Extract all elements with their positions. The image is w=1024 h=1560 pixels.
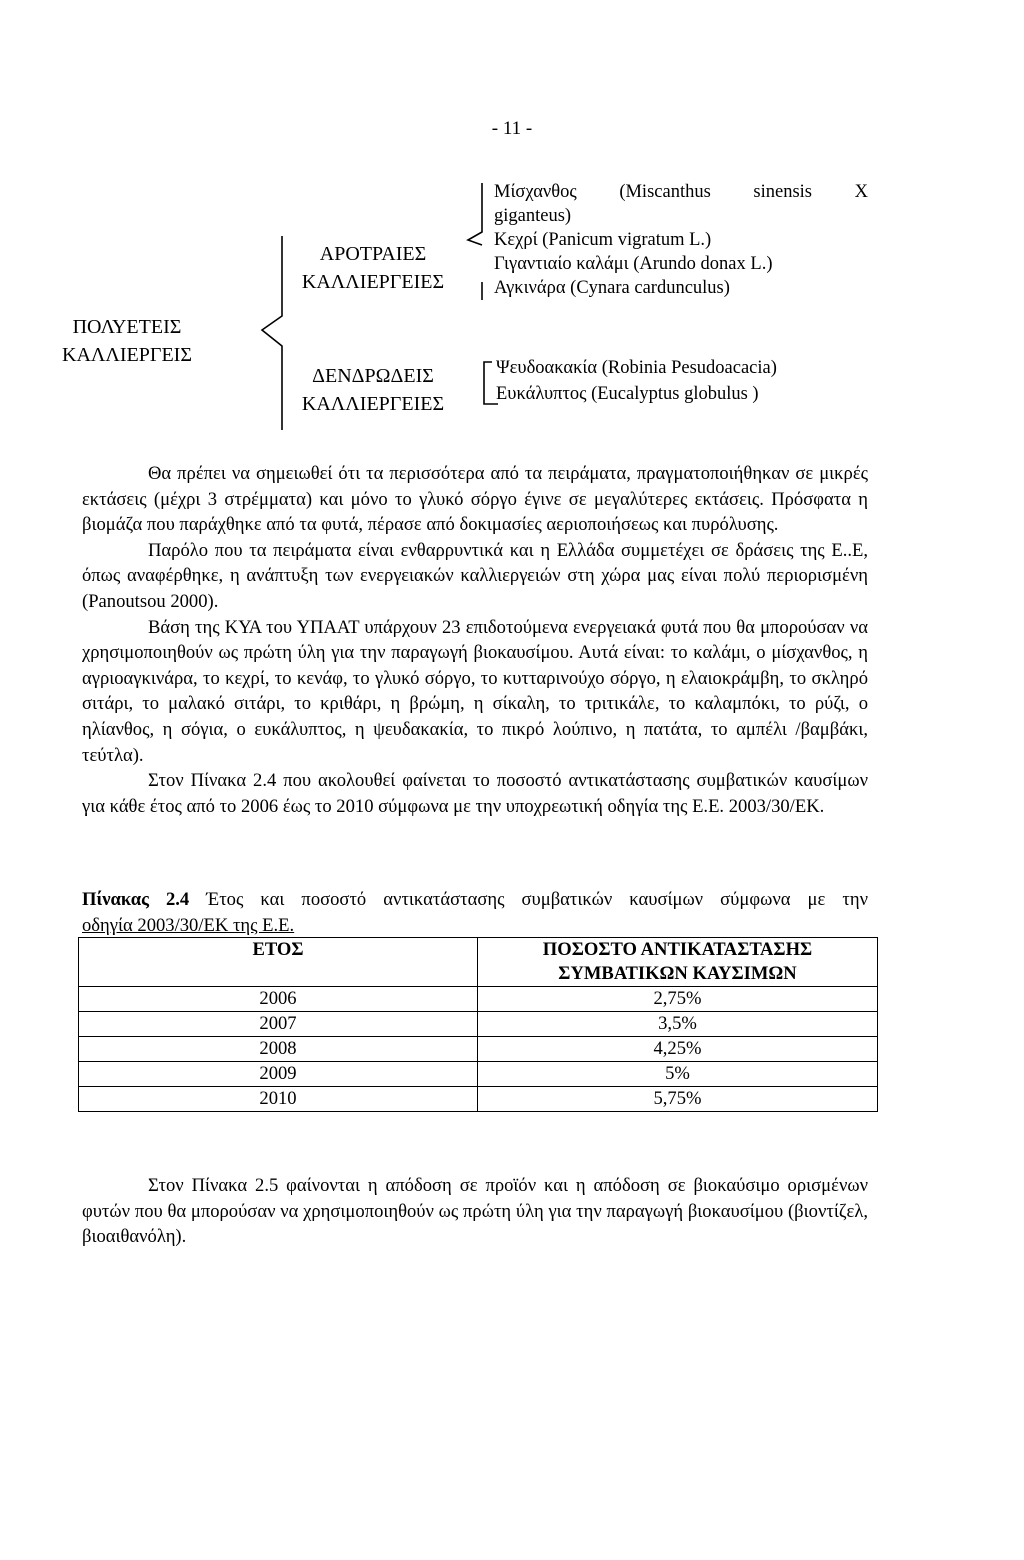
group-arable-label: ΑΡΟΤΡΑΙΕΣ ΚΑΛΛΙΕΡΓΕΙΕΣ (301, 243, 445, 293)
crop-item: Κεχρί (Panicum vigratum L.) (494, 230, 712, 250)
table-row (79, 1012, 878, 1037)
cell-percentage: 5% (478, 1062, 878, 1087)
table-header-row (79, 938, 878, 987)
diagram-root: ΠΟΛΥΕΤΕΙΣ ΚΑΛΛΙΕΡΓΕΙΣ (62, 316, 192, 366)
page-number: - 11 - (491, 118, 533, 139)
closing-text (82, 1173, 868, 1250)
table-row (79, 1087, 878, 1112)
group-tree-label: ΔΕΝΔΡΩΔΕΙΣ ΚΑΛΛΙΕΡΓΕΙΕΣ (301, 365, 445, 415)
table-row (79, 1062, 878, 1087)
cell-year: 2008 (79, 1037, 478, 1062)
arable-bracket (468, 183, 482, 245)
crop-item: Αγκινάρα (Cynara cardunculus) (494, 278, 730, 298)
crop-item: Ψευδοακακία (Robinia Pesudoacacia) (496, 358, 777, 378)
cell-year: 2009 (79, 1062, 478, 1087)
header-percentage: ΠΟΣΟΣΤΟ ΑΝΤΙΚΑΤΑΣΤΑΣΗΣ ΣΥΜΒΑΤΙΚΩΝ ΚΑΥΣΙΜΩΝ (478, 938, 878, 987)
table-caption-text-2: οδηγία 2003/30/ΕΚ της Ε.Ε. (82, 915, 295, 936)
cell-percentage: 2,75% (478, 987, 878, 1012)
paragraph-4: Στον Πίνακα 2.4 που ακολουθεί φαίνεται το ποσοστό αντικατάστασης συμβατικών καυσίμων για κάθε έτος από το 2006 έως το 2010 σύμφωνα με την υποχρεωτική οδηγία της Ε.Ε. 2003/30/ΕΚ. (82, 770, 868, 817)
cell-percentage: 5,75% (478, 1087, 878, 1112)
closing-paragraph: Στον Πίνακα 2.5 φαίνονται η απόδοση σε προϊόν και η απόδοση σε βιοκαύσιμο ορισμένων φυτών που θα μπορούσαν να χρησιμοποιηθούν ως πρώτη ύλη για την παραγωγή βιοκαυσίμου (βιοντίζελ, βιοαιθανόλη). (82, 1175, 868, 1248)
table-row (79, 1037, 878, 1062)
cell-year: 2010 (79, 1087, 478, 1112)
cell-year: 2007 (79, 1012, 478, 1037)
crop-item: Ευκάλυπτος (Eucalyptus globulus ) (496, 384, 759, 404)
table-caption (82, 887, 868, 939)
cell-year: 2006 (79, 987, 478, 1012)
crop-item: Μίσχανθος (Miscanthus sinensis X (494, 182, 868, 202)
root-bracket (262, 236, 282, 430)
paragraph-2: Παρόλο που τα πειράματα είναι ενθαρρυντικά και η Ελλάδα συμμετέχει σε δράσεις της Ε..Ε, όπως αναφέρθηκε, η ανάπτυξη των ενεργειακών καλλιεργειών στη χώρα μας είναι πολύ περιορισμένη (Panoutsou 2000). (82, 539, 868, 612)
crop-item: giganteus) (494, 206, 572, 226)
fuel-replacement-table (78, 937, 878, 1112)
table-caption-label: Πίνακας 2.4 (82, 889, 190, 910)
crop-item: Γιγαντιαίο καλάμι (Arundo donax L.) (494, 254, 773, 274)
cell-percentage: 3,5% (478, 1012, 878, 1037)
body-text (82, 461, 868, 819)
paragraph-3: Βάση της ΚΥΑ του ΥΠΑΑΤ υπάρχουν 23 επιδοτούμενα ενεργειακά φυτά που θα μπορούσαν να χρησιμοποιηθούν ως πρώτη ύλη για την παραγωγή βιοκαυσίμου. Αυτά είναι: το καλάμι, ο μίσχανθος, η αγριοαγκινάρα, το κεχρί, το κενάφ, το γλυκό σόργο, το κυτταρινούχο σόργο, η ελαιοκράμβη, το σκληρό σιτάρι, το μαλακό σιτάρι, το κριθάρι, η βρώμη, η σίκαλη, το τριτικάλε, το καλαμπόκι, το ρύζι, ο ηλίανθος, η σόγια, ο ευκάλυπτος, η ψευδακακία, το πικρό λούπινο, η πατάτα, το αμπέλι /βαμβάκι, τεύτλα). (82, 616, 868, 766)
table-row (79, 987, 878, 1012)
paragraph-1: Θα πρέπει να σημειωθεί ότι τα περισσότερα από τα πειράματα, πραγματοποιήθηκαν σε μικρές εκτάσεις (μέχρι 3 στρέμματα) και μόνο το γλυκό σόργο έγινε σε μεγαλύτερες εκτάσεις. Πρόσφατα η βιομάζα που παράχθηκε από τα φυτά, πέρασε από δοκιμασίες αεριοποιήσεως και πυρόλυσης. (82, 463, 868, 536)
header-year: ΕΤΟΣ (79, 938, 478, 987)
table-caption-text: Έτος και ποσοστό αντικατάστασης συμβατικών καυσίμων σύμφωνα με την (189, 889, 868, 910)
cell-percentage: 4,25% (478, 1037, 878, 1062)
